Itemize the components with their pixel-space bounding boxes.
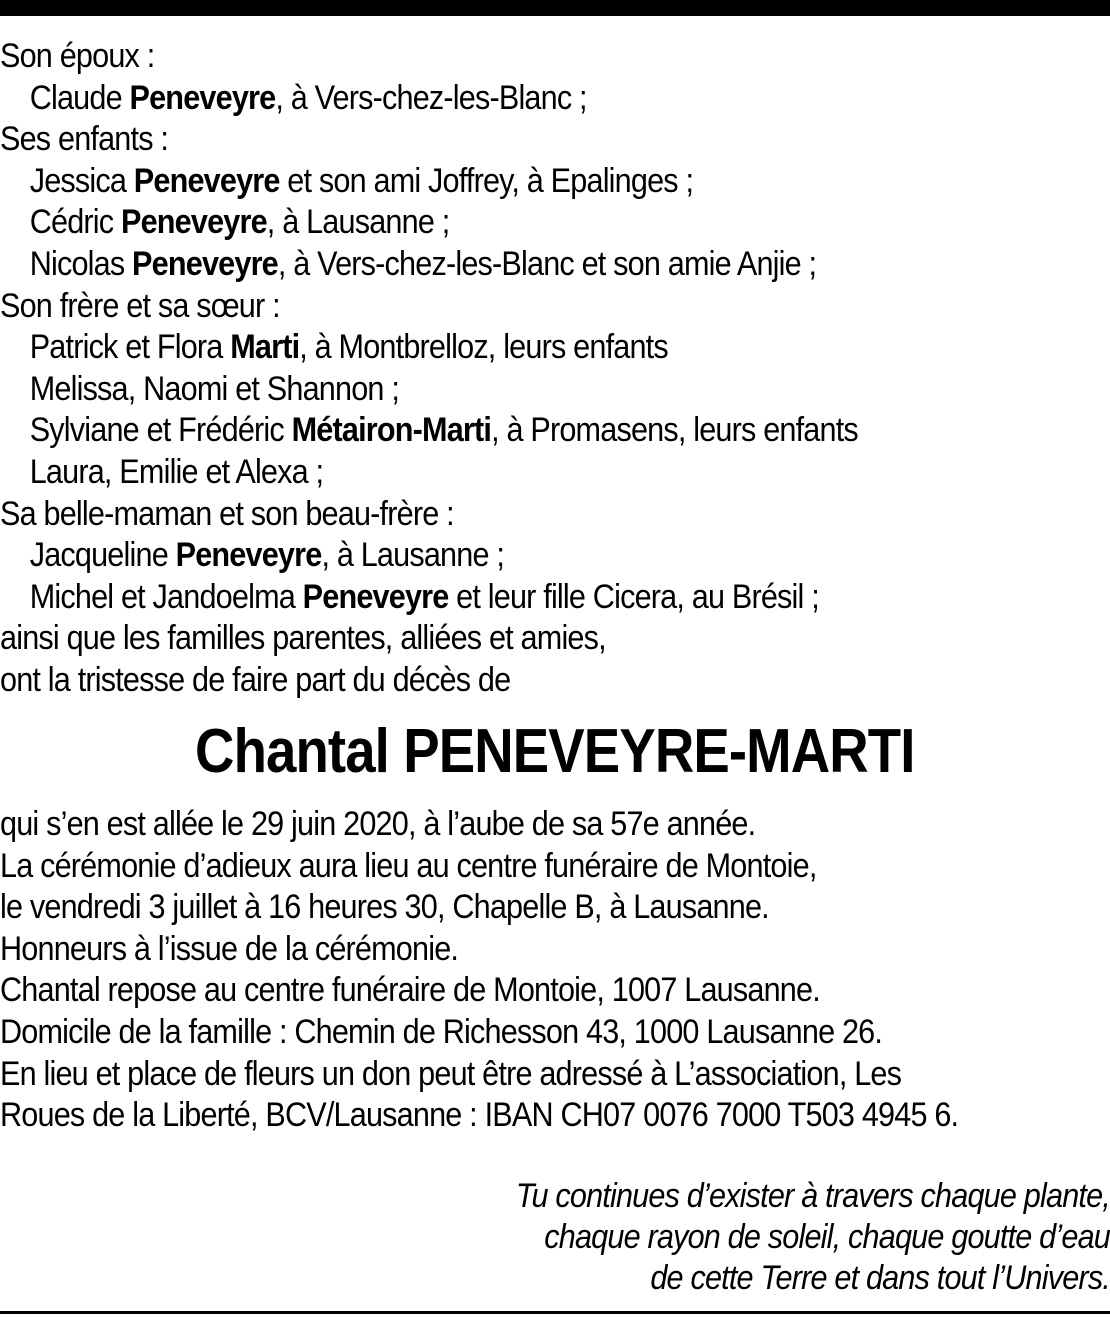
family-line: Laura, Emilie et Alexa ; (29, 452, 324, 491)
poem-line: de cette Terre et dans tout l’Univers. (650, 1259, 1110, 1297)
details-line: Roues de la Liberté, BCV/Lausanne : IBAN CH07 0076 7000 T503 4945 6. (0, 1096, 959, 1135)
family-line: Patrick et Flora Marti, à Montbrelloz, leurs enfants (29, 328, 668, 367)
family-line: Son frère et sa sœur : (0, 286, 280, 325)
details-line: qui s’en est allée le 29 juin 2020, à l’aube de sa 57e année. (0, 805, 756, 843)
family-line: Ses enfants : (0, 120, 169, 159)
family-line: Sylviane et Frédéric Métairon-Marti, à Promasens, leurs enfants (29, 411, 858, 450)
family-list (0, 36, 1110, 702)
family-line: Michel et Jandoelma Peneveyre et leur fille Cicera, au Brésil ; (29, 577, 819, 616)
family-line: Nicolas Peneveyre, à Vers-chez-les-Blanc et son amie Anjie ; (29, 244, 817, 283)
deceased-name-block (0, 712, 1110, 792)
family-line: Sa belle-maman et son beau-frère : (0, 494, 454, 533)
family-line: Claude Peneveyre, à Vers-chez-les-Blanc ; (29, 78, 587, 117)
top-border-rule (0, 0, 1110, 16)
family-line: Jessica Peneveyre et son ami Joffrey, à Epalinges ; (29, 161, 694, 200)
closing-poem (0, 1176, 1110, 1299)
family-line: Son époux : (0, 37, 155, 75)
details-line: Domicile de la famille : Chemin de Richesson 43, 1000 Lausanne 26. (0, 1012, 883, 1051)
bottom-border-rule (0, 1311, 1110, 1314)
family-line: Melissa, Naomi et Shannon ; (29, 369, 400, 408)
details-line: le vendredi 3 juillet à 16 heures 30, Chapelle B, à Lausanne. (0, 888, 769, 927)
details-line: En lieu et place de fleurs un don peut être adressé à L’association, Les (0, 1054, 902, 1093)
ceremony-details (0, 804, 1110, 1137)
poem-line: chaque rayon de soleil, chaque goutte d’eau (544, 1218, 1110, 1256)
family-line: Cédric Peneveyre, à Lausanne ; (29, 203, 450, 242)
details-line: Chantal repose au centre funéraire de Montoie, 1007 Lausanne. (0, 971, 820, 1010)
details-line: Honneurs à l’issue de la cérémonie. (0, 929, 459, 968)
poem-line: Tu continues d’exister à travers chaque plante, (515, 1177, 1110, 1215)
deceased-name: Chantal PENEVEYRE-MARTI (195, 717, 915, 786)
family-line: Jacqueline Peneveyre, à Lausanne ; (29, 536, 505, 575)
family-line: ainsi que les familles parentes, alliées et amies, (0, 619, 606, 658)
details-line: La cérémonie d’adieux aura lieu au centre funéraire de Montoie, (0, 846, 817, 885)
family-line: ont la tristesse de faire part du décès de (0, 660, 511, 699)
